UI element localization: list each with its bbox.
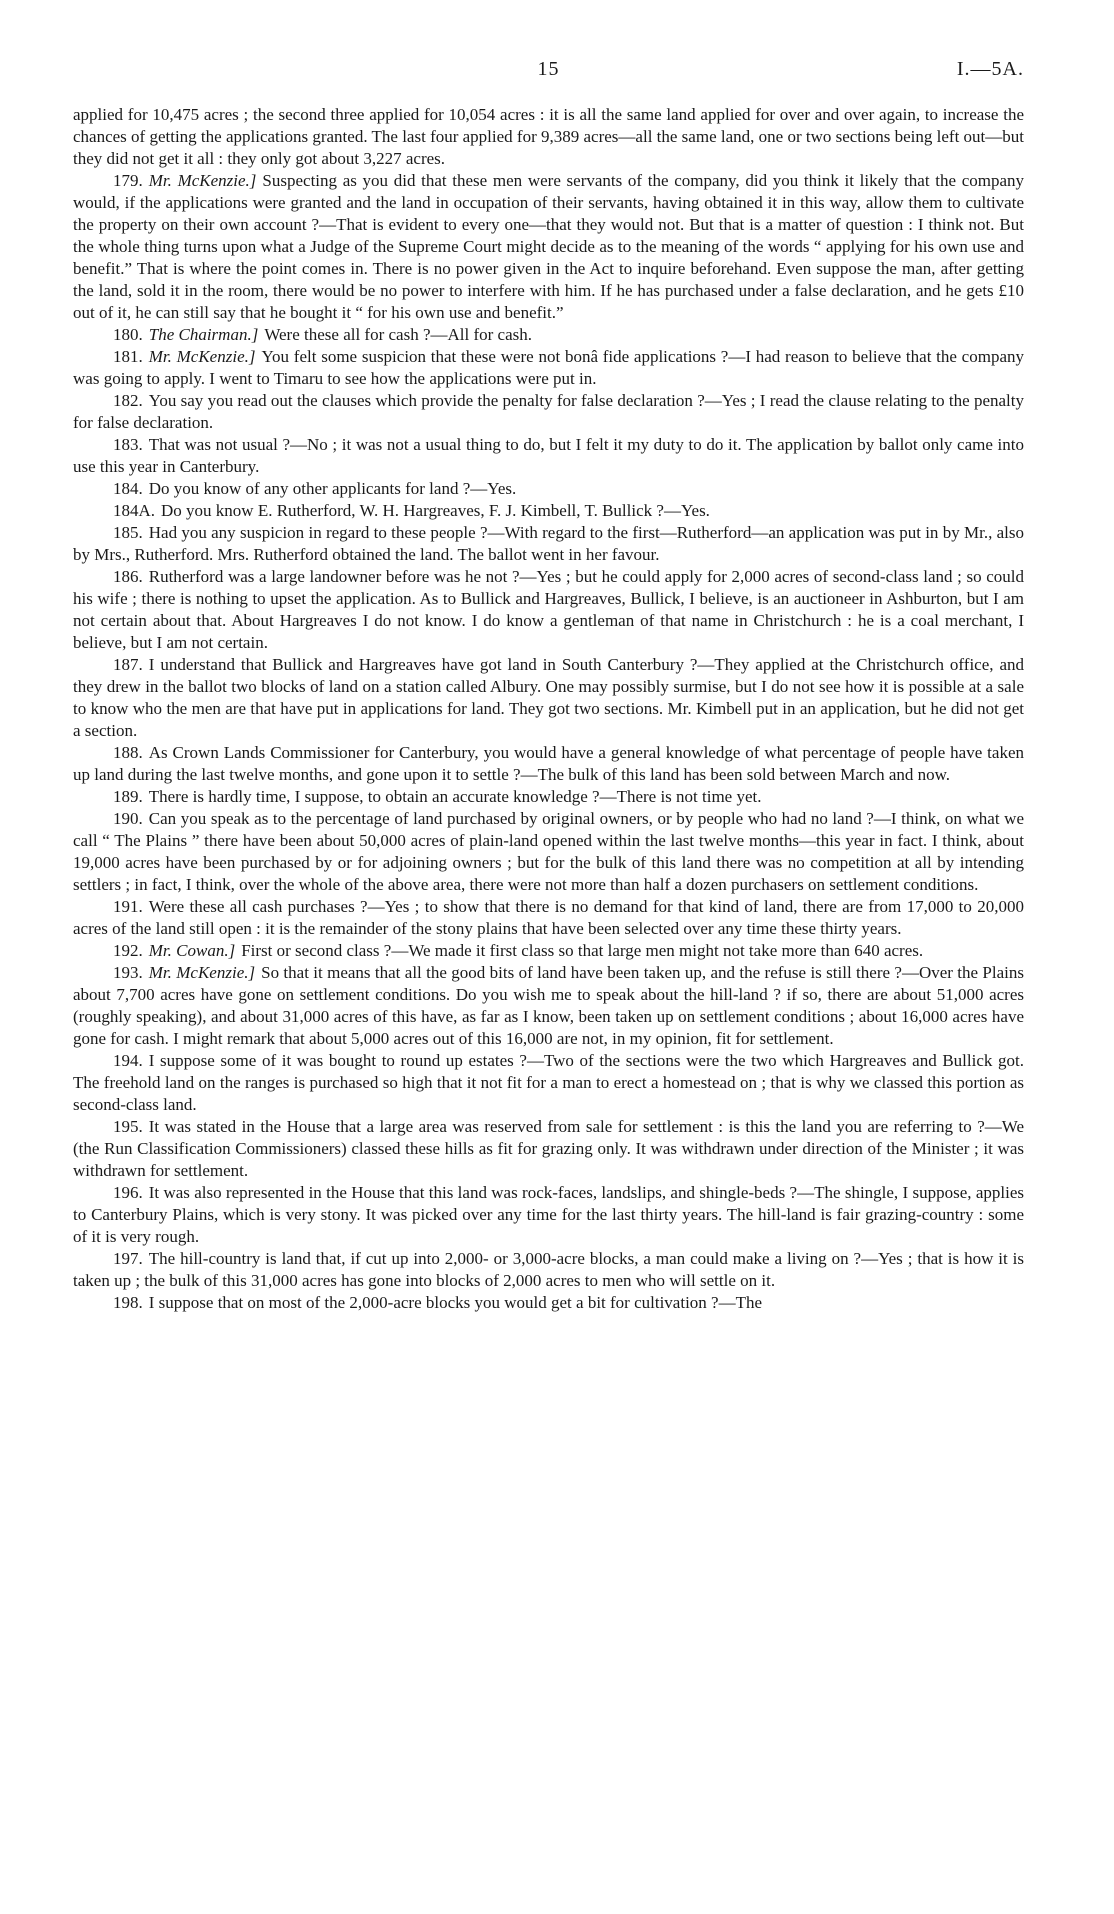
- question-number: 186.: [113, 567, 143, 586]
- evidence-text: [73, 104, 1024, 1314]
- paragraph-text: applied for 10,475 acres ; the second three applied for 10,054 acres : it is all the same land applied for over and over again, to increase the chances of getting the applications granted. The last four applied for 9,389 acres—all the same land, one or two sections being left out—but they did not get it all : they only got about 3,227 acres.: [73, 105, 1024, 168]
- document-page: [73, 52, 1024, 1314]
- evidence-paragraph: [73, 434, 1024, 478]
- paragraph-text: So that it means that all the good bits of land have been taken up, and the refuse is still there ?—Over the Plains about 7,700 acres have gone on settlement conditions. Do you wish me to speak about the hill-land ? if so, there are about 51,000 acres (roughly speaking), and about 31,000 acres of this have, as far as I know, been taken up on settlement conditions ; about 16,000 acres have gone for cash. I might remark that about 5,000 acres out of this 16,000 are not, in my opinion, fit for settlement.: [73, 963, 1024, 1048]
- speaker-name: Mr. Cowan.]: [148, 941, 236, 960]
- question-number: 189.: [113, 787, 143, 806]
- evidence-paragraph: [73, 1050, 1024, 1116]
- question-number: 180.: [113, 325, 143, 344]
- paragraph-text: I suppose that on most of the 2,000-acre blocks you would get a bit for cultivation ?—The: [148, 1293, 763, 1312]
- paragraph-text: Suspecting as you did that these men were servants of the company, did you think it likely that the company would, if the applications were granted and the land in occupation of their servants, having obtained it in this way, allow them to cultivate the property on their own account ?—That is evident to every one—that they would not. But that is a matter of question : I think not. But the whole thing turns upon what a Judge of the Supreme Court might decide as to the meaning of the words “ applying for his own use and benefit.” That is where the point comes in. There is no power given in the Act to inquire beforehand. Even suppose the man, after getting the land, sold it in the room, there would be no power to interfere with him. If he has purchased under a false declaration, and he gets £10 out of it, he can still say that he bought it “ for his own use and benefit.”: [73, 171, 1025, 322]
- paragraph-text: First or second class ?—We made it first class so that large men might not take more than 640 acres.: [241, 941, 924, 960]
- paragraph-text: You felt some suspicion that these were not bonâ fide applications ?—I had reason to believe that the company was going to apply. I went to Timaru to see how the applications were put in.: [73, 347, 1024, 388]
- question-number: 187.: [113, 655, 143, 674]
- question-number: 190.: [113, 809, 143, 828]
- evidence-paragraph: [73, 742, 1024, 786]
- evidence-paragraph: [73, 346, 1024, 390]
- evidence-paragraph: [73, 940, 1024, 962]
- evidence-paragraph: [73, 962, 1024, 1050]
- speaker-name: Mr. McKenzie.]: [148, 171, 257, 190]
- question-number: 184A.: [113, 501, 156, 520]
- question-number: 179.: [113, 171, 143, 190]
- evidence-paragraph: [73, 808, 1024, 896]
- question-number: 188.: [113, 743, 143, 762]
- evidence-paragraph: [73, 478, 1024, 500]
- speaker-name: Mr. McKenzie.]: [148, 963, 256, 982]
- evidence-paragraph: [73, 170, 1024, 324]
- question-number: 192.: [113, 941, 143, 960]
- question-number: 195.: [113, 1117, 143, 1136]
- evidence-paragraph: [73, 1248, 1024, 1292]
- paragraph-text: I understand that Bullick and Hargreaves have got land in South Canterbury ?—They applied at the Christchurch office, and they drew in the ballot two blocks of land on a station called Albury. One may possibly surmise, but I do not see how it is possible at a sale to know who the men are that have put in applications for land. They got two sections. Mr. Kimbell put in an application, but he did not get a section.: [73, 655, 1024, 740]
- paragraph-text: Do you know E. Rutherford, W. H. Hargreaves, F. J. Kimbell, T. Bullick ?—Yes.: [161, 501, 710, 520]
- paragraph-text: It was stated in the House that a large area was reserved from sale for settlement : is this the land you are referring to ?—We (the Run Classification Commissioners) classed these hills as fit for grazing only. It was withdrawn under direction of the Minister ; it was withdrawn for settlement.: [73, 1117, 1024, 1180]
- document-reference: I.—5A.: [956, 58, 1024, 80]
- paragraph-text: Can you speak as to the percentage of land purchased by original owners, or by people who had no land ?—I think, on what we call “ The Plains ” there have been about 50,000 acres of plain-land opened within the last twelve months—this year in fact. I think, about 19,000 acres have been purchased by or for adjoining owners ; but for the bulk of this land there was no competition at all by intending settlers ; in fact, I think, over the whole of the above area, there were not more than half a dozen purchasers on settlement conditions.: [73, 809, 1024, 894]
- evidence-paragraph: [73, 786, 1024, 808]
- evidence-paragraph: [73, 324, 1024, 346]
- question-number: 184.: [113, 479, 143, 498]
- evidence-paragraph: [73, 896, 1024, 940]
- paragraph-text: That was not usual ?—No ; it was not a usual thing to do, but I felt it my duty to do it. The application by ballot only came into use this year in Canterbury.: [73, 435, 1024, 476]
- evidence-paragraph: [73, 1116, 1024, 1182]
- question-number: 193.: [113, 963, 143, 982]
- evidence-paragraph: [73, 1292, 1024, 1314]
- question-number: 183.: [113, 435, 143, 454]
- question-number: 181.: [113, 347, 143, 366]
- paragraph-text: Had you any suspicion in regard to these people ?—With regard to the first—Rutherford—an application was put in by Mr., also by Mrs., Rutherford. Mrs. Rutherford obtained the land. The ballot went in her favour.: [73, 523, 1024, 564]
- question-number: 182.: [113, 391, 143, 410]
- speaker-name: Mr. McKenzie.]: [148, 347, 256, 366]
- evidence-paragraph: [73, 104, 1024, 170]
- paragraph-text: Rutherford was a large landowner before was he not ?—Yes ; but he could apply for 2,000 acres of second-class land ; so could his wife ; there is nothing to upset the application. As to Bullick and Hargreaves, Bullick, I believe, is an auctioneer in Ashburton, but I am not certain about that. About Hargreaves I do not know. I do know a gentleman of that name in Christchurch : he is a coal merchant, I believe, but I am not certain.: [73, 567, 1024, 652]
- evidence-paragraph: [73, 522, 1024, 566]
- paragraph-text: There is hardly time, I suppose, to obtain an accurate knowledge ?—There is not time yet.: [148, 787, 762, 806]
- question-number: 194.: [113, 1051, 143, 1070]
- paragraph-text: Do you know of any other applicants for land ?—Yes.: [148, 479, 517, 498]
- evidence-paragraph: [73, 500, 1024, 522]
- paragraph-text: I suppose some of it was bought to round up estates ?—Two of the sections were the two which Hargreaves and Bullick got. The freehold land on the ranges is purchased so high that it not fit for a man to erect a homestead on ; that is why we classed this portion as second-class land.: [73, 1051, 1024, 1114]
- evidence-paragraph: [73, 1182, 1024, 1248]
- question-number: 196.: [113, 1183, 143, 1202]
- paragraph-text: Were these all for cash ?—All for cash.: [264, 325, 533, 344]
- question-number: 191.: [113, 897, 143, 916]
- paragraph-text: As Crown Lands Commissioner for Canterbury, you would have a general knowledge of what percentage of people have taken up land during the last twelve months, and gone upon it to settle ?—The bulk of this land has been sold between March and now.: [73, 743, 1024, 784]
- speaker-name: The Chairman.]: [148, 325, 259, 344]
- evidence-paragraph: [73, 390, 1024, 434]
- question-number: 198.: [113, 1293, 143, 1312]
- paragraph-text: It was also represented in the House that this land was rock-faces, landslips, and shingle-beds ?—The shingle, I suppose, applies to Canterbury Plains, which is very stony. It was picked over any time for the last thirty years. The hill-land is fair grazing-country : some of it is very rough.: [73, 1183, 1024, 1246]
- page-header: [73, 52, 1024, 92]
- evidence-paragraph: [73, 654, 1024, 742]
- paragraph-text: The hill-country is land that, if cut up into 2,000- or 3,000-acre blocks, a man could make a living on ?—Yes ; that is how it is taken up ; the bulk of this 31,000 acres has gone into blocks of 2,000 acres to men who will settle on it.: [73, 1249, 1024, 1290]
- paragraph-text: Were these all cash purchases ?—Yes ; to show that there is no demand for that kind of land, there are from 17,000 to 20,000 acres of the land still open : it is the remainder of the stony plains that have been selected over any time these thirty years.: [73, 897, 1024, 938]
- evidence-paragraph: [73, 566, 1024, 654]
- question-number: 197.: [113, 1249, 143, 1268]
- page-number: 15: [537, 58, 560, 80]
- question-number: 185.: [113, 523, 143, 542]
- paragraph-text: You say you read out the clauses which provide the penalty for false declaration ?—Yes ; I read the clause relating to the penalty for false declaration.: [73, 391, 1024, 432]
